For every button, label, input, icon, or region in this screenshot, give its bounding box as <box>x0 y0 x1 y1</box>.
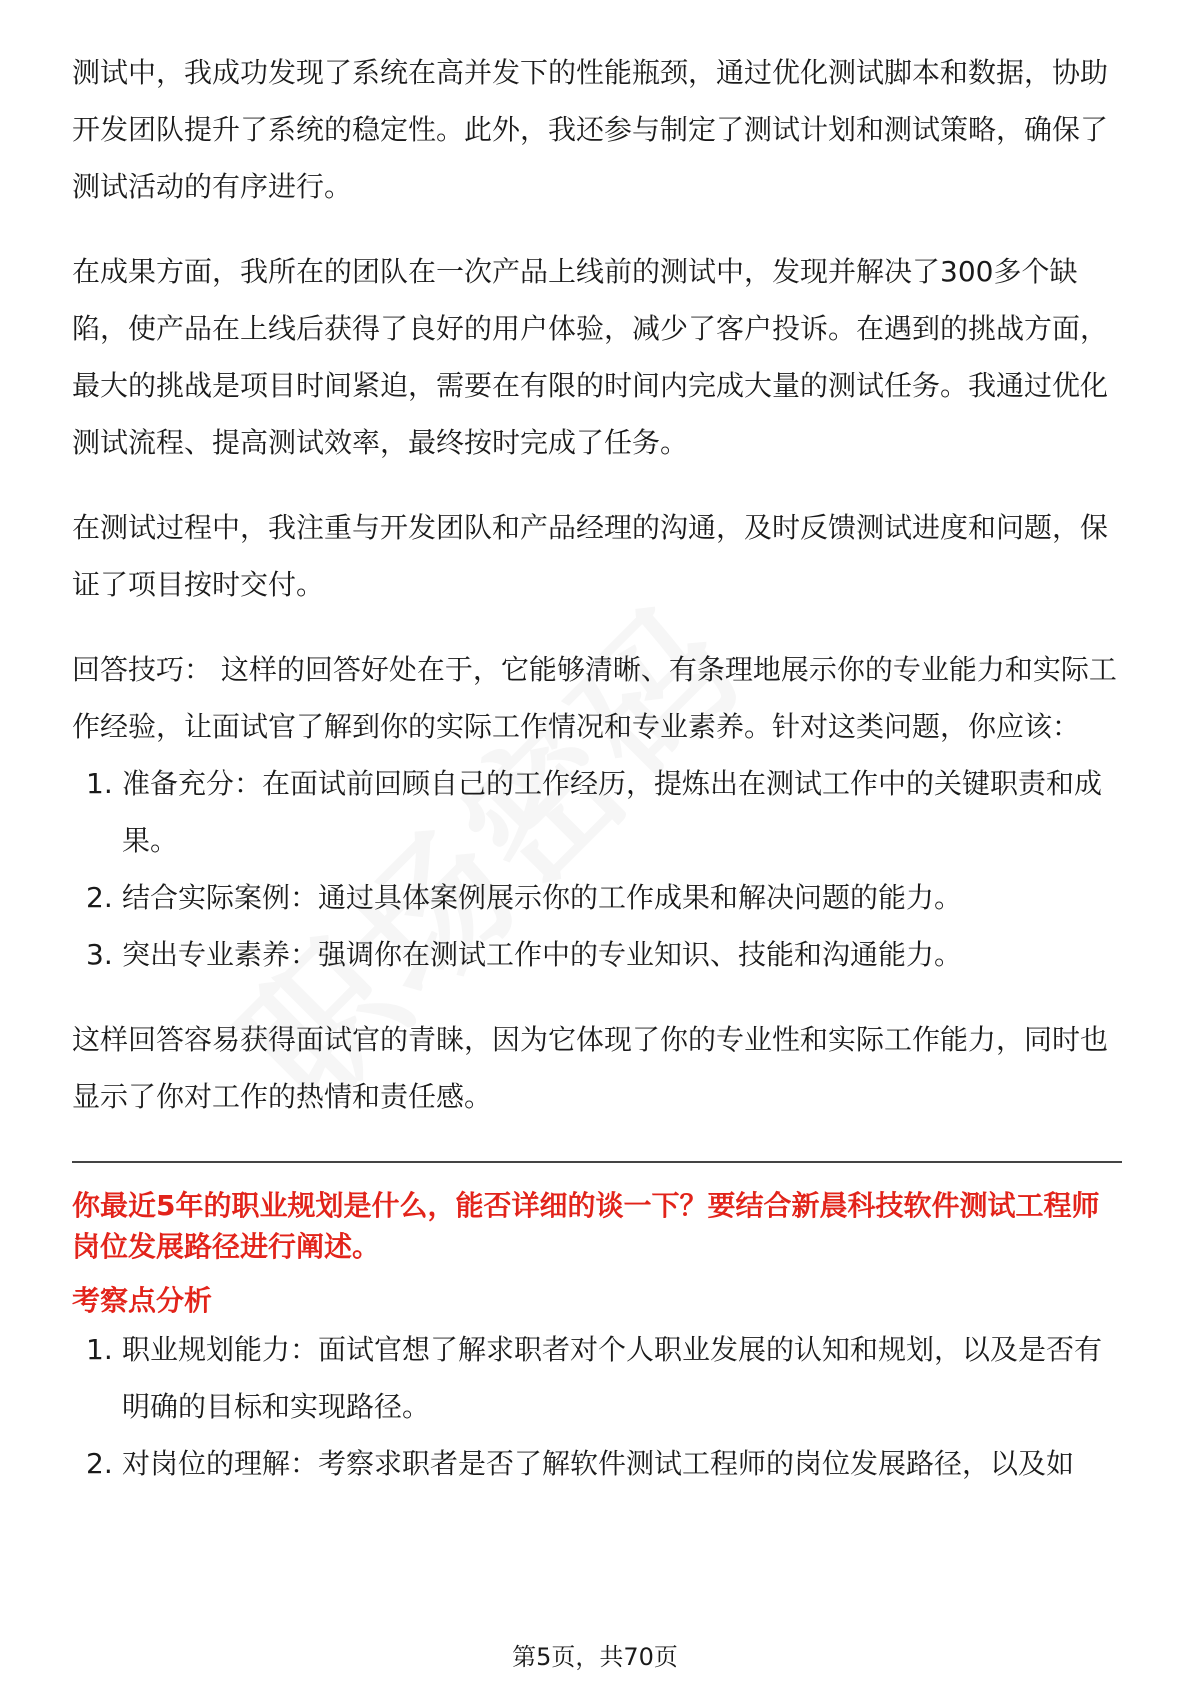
list-number: 1. <box>86 767 113 800</box>
paragraph: 这样回答容易获得面试官的青睐，因为它体现了你的专业性和实际工作能力，同时也显示了你对工作的热情和责任感。 <box>72 1023 1109 1113</box>
list-number: 2. <box>86 1447 113 1480</box>
list-number: 3. <box>86 938 113 971</box>
list-item-text: 准备充分：在面试前回顾自己的工作经历，提炼出在测试工作中的关键职责和成果。 <box>122 767 1103 857</box>
page-footer: 第5页，共70页 <box>512 1643 678 1671</box>
list-item <box>72 755 1122 869</box>
section-divider <box>72 1161 1122 1163</box>
paragraph: 测试中，我成功发现了系统在高并发下的性能瓶颈，通过优化测试脚本和数据，协助开发团队提升了系统的稳定性。此外，我还参与制定了测试计划和测试策略，确保了测试活动的有序进行。 <box>72 56 1109 203</box>
list-item-text: 结合实际案例：通过具体案例展示你的工作成果和解决问题的能力。 <box>122 881 963 914</box>
answer-tips-paragraph: 回答技巧： 这样的回答好处在于，它能够清晰、有条理地展示你的专业能力和实际工作经验，让面试官了解到你的实际工作情况和专业素养。针对这类问题，你应该： <box>72 653 1117 743</box>
analysis-list <box>72 1321 1122 1492</box>
list-number: 1. <box>86 1333 113 1366</box>
tips-list <box>72 755 1122 983</box>
list-item <box>72 926 1122 983</box>
list-item <box>72 1321 1122 1435</box>
interview-question: 你最近5年的职业规划是什么，能否详细的谈一下？要结合新晨科技软件测试工程师岗位发展路径进行阐述。 <box>72 1189 1100 1263</box>
list-item-text: 突出专业素养：强调你在测试工作中的专业知识、技能和沟通能力。 <box>122 938 963 971</box>
list-item-text: 职业规划能力：面试官想了解求职者对个人职业发展的认知和规划，以及是否有明确的目标和实现路径。 <box>122 1333 1103 1423</box>
list-item-text: 对岗位的理解：考察求职者是否了解软件测试工程师的岗位发展路径，以及如 <box>122 1447 1075 1480</box>
list-item <box>72 869 1122 926</box>
section-heading: 考察点分析 <box>72 1284 213 1317</box>
paragraph: 在成果方面，我所在的团队在一次产品上线前的测试中，发现并解决了300多个缺陷，使产品在上线后获得了良好的用户体验，减少了客户投诉。在遇到的挑战方面，最大的挑战是项目时间紧迫，需要在有限的时间内完成大量的测试任务。我通过优化测试流程、提高测试效率，最终按时完成了任务。 <box>72 255 1109 459</box>
list-number: 2. <box>86 881 113 914</box>
list-item <box>72 1435 1122 1492</box>
paragraph: 在测试过程中，我注重与开发团队和产品经理的沟通，及时反馈测试进度和问题，保证了项目按时交付。 <box>72 511 1109 601</box>
document-body <box>72 44 1122 1492</box>
